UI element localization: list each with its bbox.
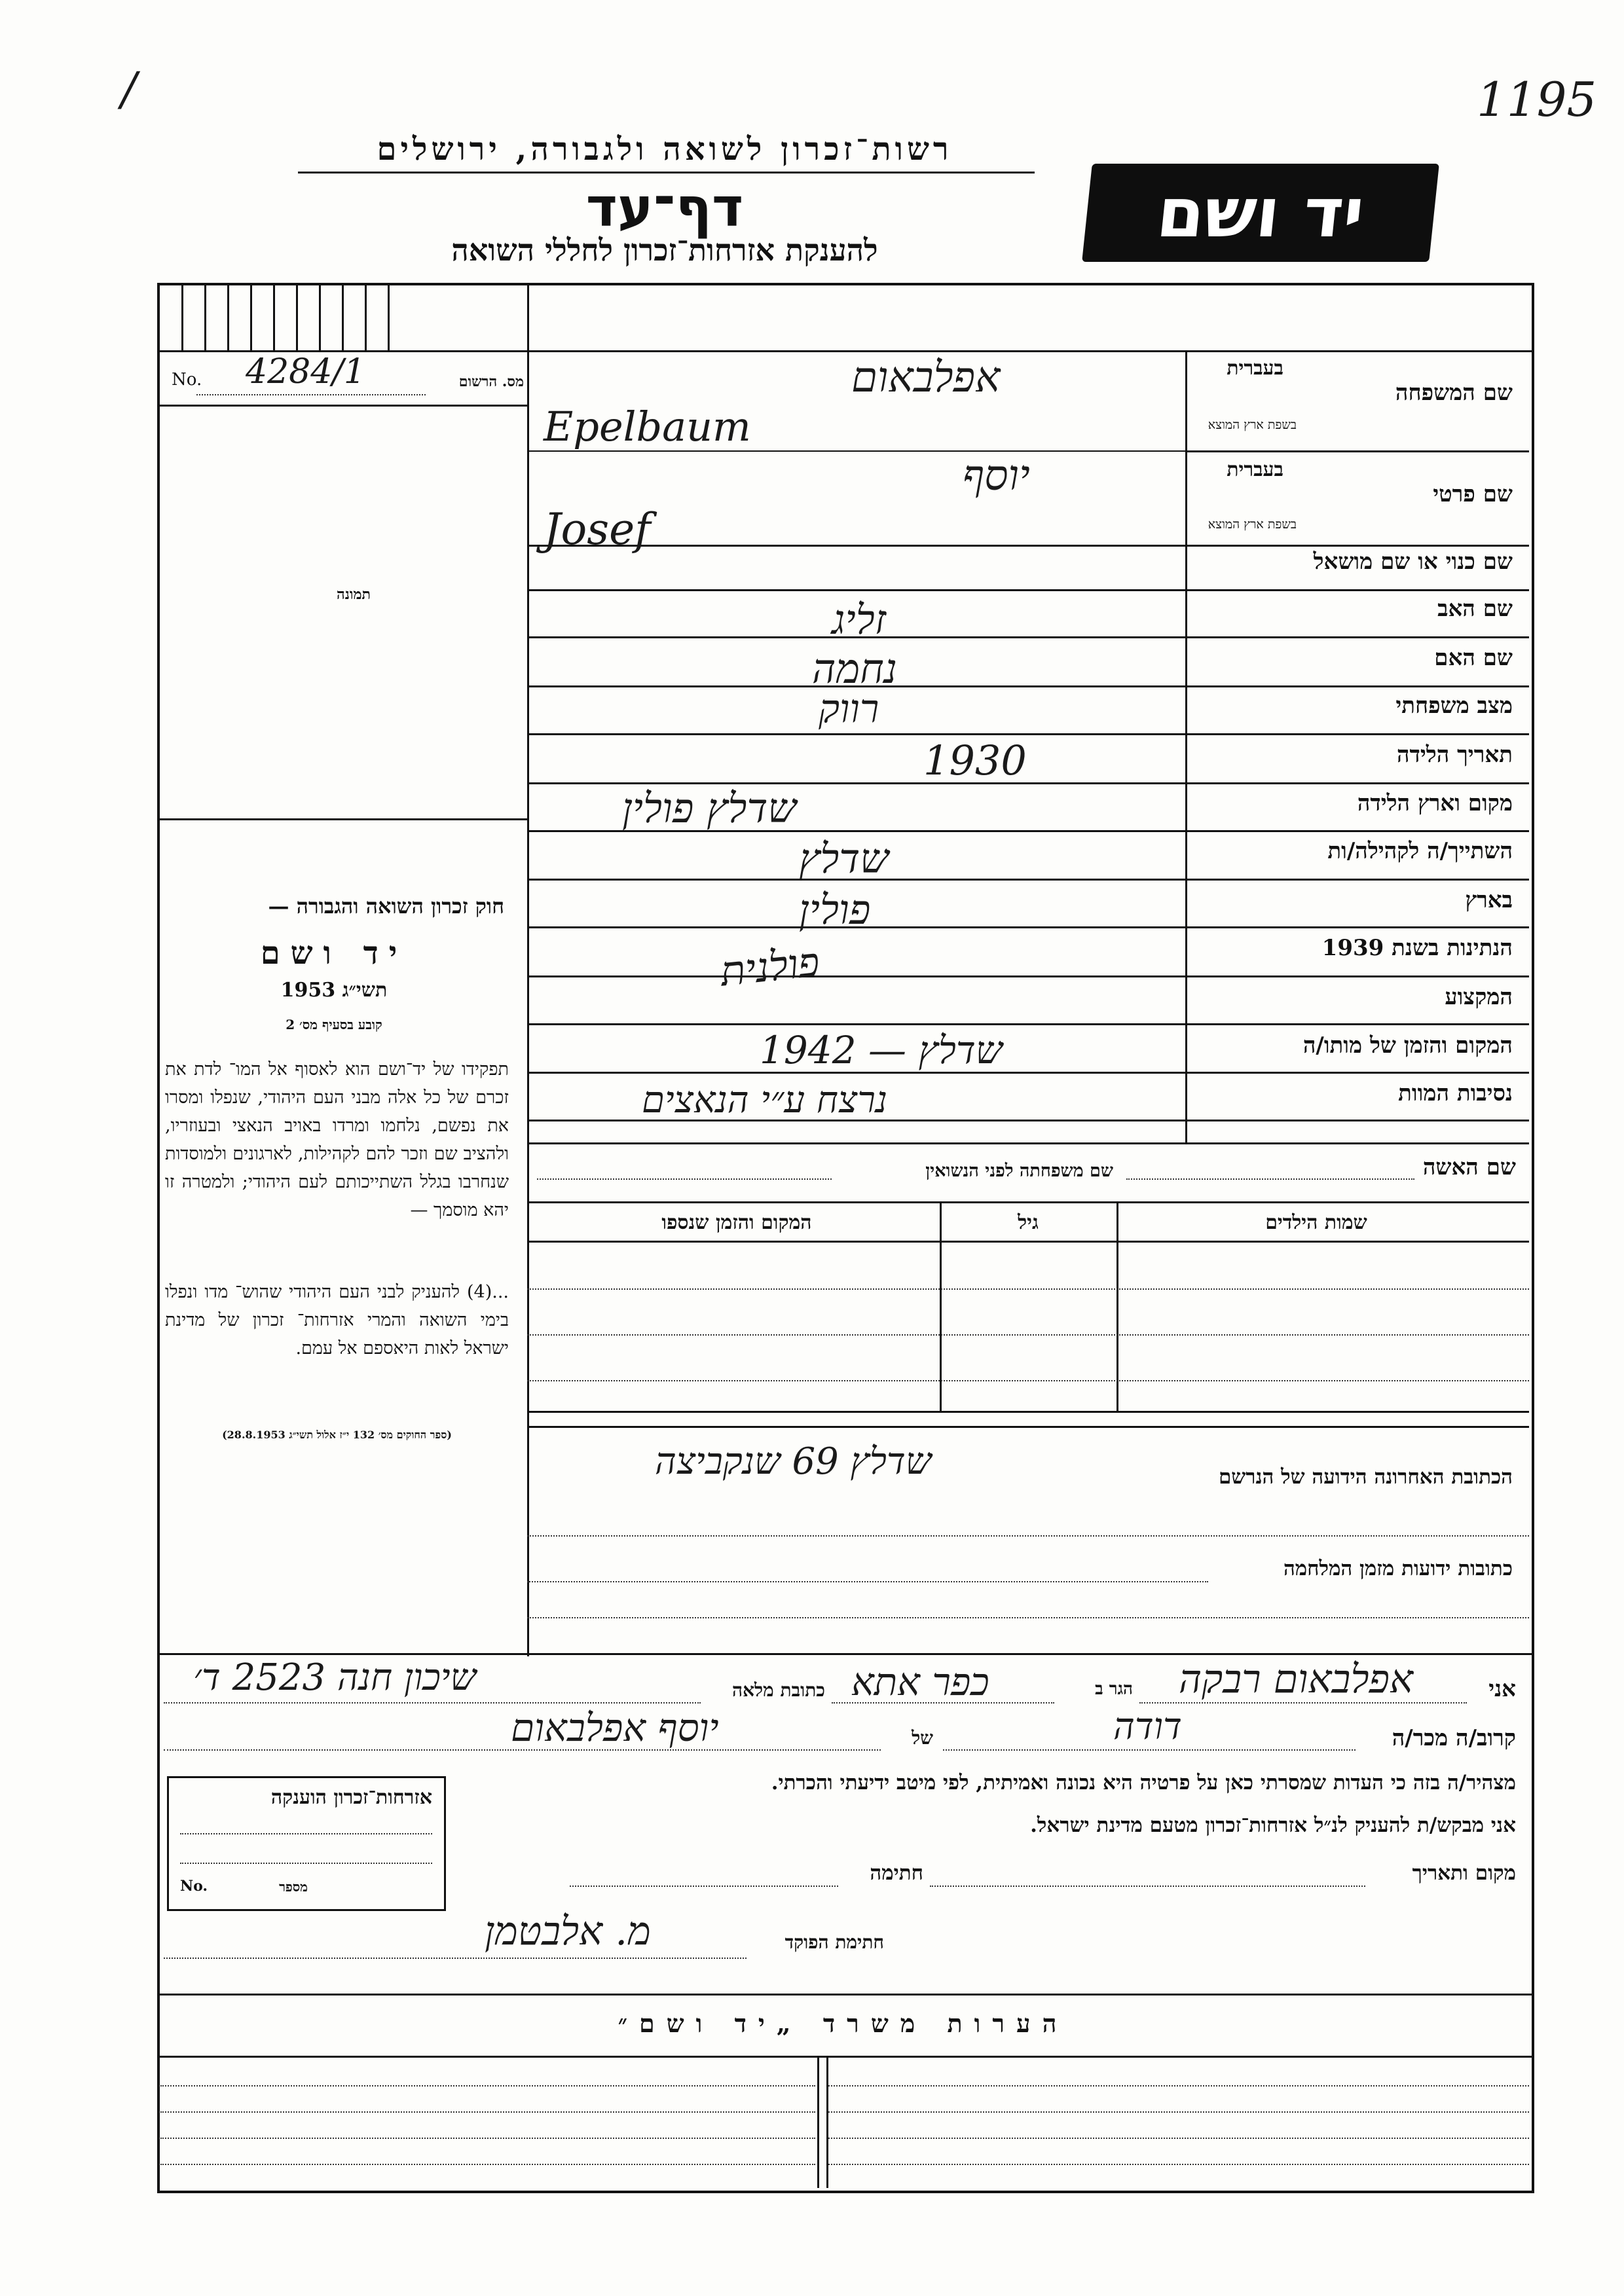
father-label: שם האב bbox=[1437, 596, 1513, 622]
law-text-1: תפקידו של יד־ושם הוא לאסוף אל המו־ לדת את זכרם של כל אלה מבני העם היהודי, שנפלו ומסרו את נפשם, נלחמו ומרדו באויב הנאצי ובעוזריו, ולהציב שם וזכר להם לקהילות, לארגונים ולמוסדות שנחרבו בגלל השתייכותם לעם היהודי; ולמטרה זו יהא מוסמך — bbox=[165, 1059, 509, 1220]
form-subtitle: להענקת אזרחות־זכרון לחללי השואה bbox=[451, 232, 878, 268]
photo-box-bottom bbox=[157, 818, 527, 820]
granted-no-label-he: מספר bbox=[279, 1879, 308, 1895]
last-address-label: הכתובת האחרונה הידועה של הנרשם bbox=[1218, 1465, 1513, 1489]
marital-label: מצב משפחתי bbox=[1395, 693, 1513, 719]
relation-value: דודה bbox=[1113, 1705, 1182, 1748]
surname-label: שם המשפחה bbox=[1395, 380, 1513, 406]
law-text-2: ...(4) להעניק לבני העם היהודי שהוש־ מדו ונפלו בימי השואה והמרי אזרחות־ זכרון של מדינת ישראל לאות היאספם אל עמם. bbox=[165, 1282, 509, 1358]
wife-maiden-label: שם משפחתה לפני הנשואין bbox=[925, 1161, 1113, 1181]
declarant-address: שיכון חנה 2523 ד׳ bbox=[193, 1656, 477, 1699]
nickname-label: שם כנוי או שם מושאל bbox=[1313, 549, 1513, 575]
wartime-address-label: כתובות ידועות מזמן המלחמה bbox=[1283, 1557, 1513, 1580]
surname-hebrew-label: בעברית bbox=[1227, 357, 1283, 380]
reg-no-value: 4284/1 bbox=[246, 352, 365, 392]
declaration-text: מצהיר/ה בזה כי העדות שמסרתי כאן על פרטיה היא נכונה ואמיתית, לפי מיטב ידיעתי והכרתי. bbox=[771, 1771, 1516, 1795]
of-value: יוסף אפלבאום bbox=[511, 1705, 719, 1750]
law-year: תשי״ג 1953 bbox=[280, 979, 388, 1002]
law-reference: (ספר החוקים מס׳ 132 י״ז אלול תשי״ג 28.8.1953) bbox=[222, 1429, 452, 1441]
children-names-header: שמות הילדים bbox=[1265, 1211, 1367, 1234]
surname-origin-label: בשפת ארץ המוצא bbox=[1208, 418, 1297, 432]
request-text: אני מבקש/ת להעניק לנ״ל אזרחות־זכרון מטעם מדינת ישראל. bbox=[1030, 1813, 1516, 1837]
of-label: של bbox=[912, 1727, 933, 1749]
signature-label: חתימה bbox=[870, 1861, 923, 1885]
corner-mark: / bbox=[121, 62, 137, 116]
wife-label: שם האשה bbox=[1422, 1154, 1516, 1180]
corner-number: 1195 bbox=[1477, 72, 1597, 127]
resides-label: הגר ב bbox=[1095, 1679, 1133, 1699]
logo-text: יד ושם bbox=[1153, 173, 1368, 253]
form-title: דף־עד bbox=[585, 177, 744, 239]
full-address-label: כתובת מלאה bbox=[731, 1679, 825, 1701]
reg-no-label: No. bbox=[172, 370, 202, 390]
authority-underline bbox=[298, 172, 1035, 173]
granted-no-label: No. bbox=[180, 1878, 208, 1895]
children-age-header: גיל bbox=[1018, 1211, 1039, 1234]
mother-label: שם האם bbox=[1434, 645, 1513, 671]
birthdate-label: תאריך הלידה bbox=[1396, 742, 1513, 768]
reg-no-label-he: מס. הרשום bbox=[458, 373, 524, 390]
declarant-ani: אני bbox=[1488, 1676, 1516, 1702]
law-title: חוק זכרון השואה והגבורה — bbox=[268, 894, 504, 919]
authority-name: רשות־זכרון לשואה ולגבורה, ירושלים bbox=[377, 131, 953, 168]
father-value: זליג bbox=[832, 596, 887, 644]
firstname-hebrew-label: בעברית bbox=[1227, 458, 1283, 481]
officer-label: חתימת הפוקד bbox=[784, 1931, 884, 1953]
declarant-city: כפר אתא bbox=[851, 1660, 989, 1704]
citizenship-value: פולנית bbox=[718, 938, 822, 996]
law-section: קובע בסעיף מס׳ 2 bbox=[286, 1017, 382, 1032]
birthdate-value: 1930 bbox=[923, 737, 1027, 784]
death-circumstances-label: נסיבות המוות bbox=[1398, 1080, 1513, 1106]
surname-hebrew-value: אפלבאום bbox=[851, 354, 1001, 402]
relative-label: קרוב/ה מכר/ה bbox=[1392, 1725, 1516, 1751]
death-circumstances-value: נרצח ע״י הנאצים bbox=[642, 1079, 888, 1121]
photo-label: תמונה bbox=[337, 586, 371, 603]
law-name: יד ושם bbox=[260, 935, 408, 972]
firstname-origin-label: בשפת ארץ המוצא bbox=[1208, 517, 1297, 532]
children-place-header: המקום והזמן שנספו bbox=[661, 1211, 812, 1234]
birthplace-label: מקום וארץ הלידה bbox=[1357, 790, 1513, 816]
mother-value: נחמה bbox=[812, 645, 897, 693]
birthplace-value: שדלץ פולין bbox=[622, 784, 797, 832]
yad-vashem-logo bbox=[1082, 164, 1439, 262]
citizenship-label: הנתינות בשנת 1939 bbox=[1321, 935, 1513, 961]
firstname-origin-value: Josef bbox=[544, 504, 651, 555]
profession-label: המקצוע bbox=[1445, 984, 1513, 1010]
death-value: שדלץ — 1942 bbox=[760, 1028, 1003, 1072]
granted-title: אזרחות־זכרון הוענקה bbox=[270, 1786, 432, 1809]
marital-value: רווק bbox=[819, 686, 879, 732]
firstname-hebrew-value: יוסף bbox=[963, 452, 1030, 500]
country-label: בארץ bbox=[1465, 887, 1513, 913]
office-notes-title: הערות משרד „יד ושם״ bbox=[618, 2009, 1069, 2038]
officer-signature: מ. אלבטמן bbox=[485, 1908, 651, 1954]
community-value: שדלץ bbox=[799, 835, 889, 883]
firstname-label: שם פרטי bbox=[1433, 481, 1513, 507]
death-place-time-label: המקום והזמן של מותו/ה bbox=[1302, 1032, 1513, 1059]
left-column-divider bbox=[527, 283, 529, 1656]
surname-origin-value: Epelbaum bbox=[544, 403, 751, 450]
declarant-name: אפלבאום רבקה bbox=[1179, 1656, 1413, 1702]
last-address-value: שדלץ 69 שנקביצה bbox=[655, 1440, 932, 1483]
place-date-label: מקום ותאריך bbox=[1412, 1861, 1516, 1885]
community-label: השתייך/ה לקהילה/ות bbox=[1327, 838, 1513, 864]
country-value: פולין bbox=[799, 886, 871, 934]
